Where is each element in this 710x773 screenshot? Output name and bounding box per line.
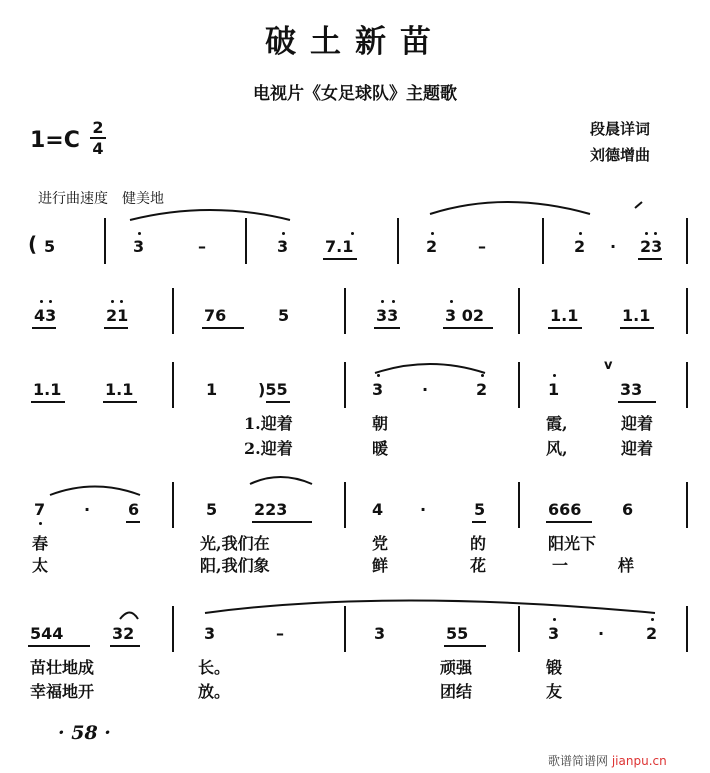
bar-line — [344, 288, 346, 334]
note: 6 — [128, 500, 140, 519]
underline — [110, 645, 140, 647]
octave-dot — [431, 232, 434, 235]
underline — [374, 327, 400, 329]
repeat-bracket: ( — [28, 232, 38, 256]
note: 5 — [44, 237, 56, 256]
note: 23 — [640, 237, 663, 256]
note: 32 — [112, 624, 135, 643]
lyric: 苗壮地成 — [30, 658, 95, 677]
note: 1.1 — [622, 306, 651, 325]
bar-line — [518, 606, 520, 652]
lyric: 长。 — [198, 658, 231, 677]
note: 55 — [446, 624, 469, 643]
lyric: 霞, — [546, 414, 568, 433]
note: 4 — [372, 500, 384, 519]
time-signature-top: 2 — [92, 118, 104, 137]
note: · — [420, 500, 427, 519]
slur — [120, 613, 138, 620]
bar-line — [344, 362, 346, 408]
note: 5 — [474, 500, 486, 519]
underline — [31, 401, 65, 403]
note: – — [276, 624, 284, 643]
lyric: 花 — [470, 556, 487, 575]
note: · — [422, 380, 429, 399]
note: 3 — [548, 624, 560, 643]
bar-line — [397, 218, 399, 264]
underline — [266, 401, 290, 403]
note: · — [598, 624, 605, 643]
note: 43 — [34, 306, 57, 325]
note: 6 — [622, 500, 634, 519]
lyric: 太 — [32, 556, 49, 575]
underline — [618, 401, 656, 403]
bar-line — [344, 606, 346, 652]
note: 1 — [548, 380, 560, 399]
lyric: 风, — [546, 439, 568, 458]
lyric: 迎着 — [621, 414, 654, 433]
underline — [202, 327, 244, 329]
octave-dot — [40, 300, 43, 303]
lyric: 阳,我们象 — [200, 556, 270, 575]
note: 3 — [374, 624, 386, 643]
note: 3 — [133, 237, 145, 256]
underline — [32, 327, 56, 329]
slur — [250, 477, 312, 484]
octave-dot — [351, 232, 354, 235]
slur — [130, 210, 290, 220]
octave-dot — [49, 300, 52, 303]
bar-line — [518, 362, 520, 408]
lyric: 友 — [546, 682, 563, 701]
octave-dot — [377, 374, 380, 377]
slur — [430, 202, 590, 214]
bar-line — [686, 288, 688, 334]
note: · — [610, 237, 617, 256]
note: · — [84, 500, 91, 519]
underline — [126, 521, 140, 523]
watermark-latin: jianpu.cn — [611, 754, 667, 768]
note: 76 — [204, 306, 227, 325]
bar-line — [172, 606, 174, 652]
lyric: 2.迎着 — [244, 439, 293, 458]
note: 33 — [376, 306, 399, 325]
lyric: 朝 — [372, 414, 389, 433]
watermark-cn: 歌谱简谱网 — [548, 754, 609, 768]
note: 5 — [206, 500, 218, 519]
octave-dot — [654, 232, 657, 235]
lyric: 春 — [32, 534, 49, 553]
octave-dot — [645, 232, 648, 235]
octave-dot-low — [39, 522, 42, 525]
lyric: 鲜 — [372, 556, 389, 575]
lyric: 阳光下 — [548, 534, 597, 553]
lyric: 顽强 — [440, 658, 473, 677]
time-signature-bottom: 4 — [92, 139, 104, 158]
bar-line — [245, 218, 247, 264]
octave-dot — [381, 300, 384, 303]
bar-line — [686, 482, 688, 528]
octave-dot — [450, 300, 453, 303]
lyric: 暖 — [372, 439, 389, 458]
octave-dot — [651, 618, 654, 621]
lyric: 党 — [372, 534, 389, 553]
note: 1.1 — [550, 306, 579, 325]
underline — [620, 327, 654, 329]
note: – — [478, 237, 486, 256]
note: 2 — [426, 237, 438, 256]
lyric: 锻 — [546, 658, 563, 677]
octave-dot — [111, 300, 114, 303]
bar-line — [172, 288, 174, 334]
note: 5 — [278, 306, 290, 325]
octave-dot — [120, 300, 123, 303]
octave-dot — [553, 618, 556, 621]
octave-dot — [553, 374, 556, 377]
note: 33 — [620, 380, 643, 399]
note: 1 — [206, 380, 218, 399]
breath-mark: v — [604, 358, 613, 373]
key-signature: 1=C — [30, 128, 80, 153]
note: 1.1 — [105, 380, 134, 399]
note: – — [198, 237, 206, 256]
bar-line — [686, 606, 688, 652]
bar-line — [344, 482, 346, 528]
underline — [252, 521, 312, 523]
bar-line — [686, 218, 688, 264]
underline — [443, 327, 493, 329]
slur — [50, 487, 140, 496]
slur — [375, 364, 485, 373]
lyric: 光,我们在 — [200, 534, 270, 553]
note: 2 — [476, 380, 488, 399]
octave-dot — [481, 374, 484, 377]
lyricist-credit: 段晨详词 — [590, 120, 651, 138]
note: 2 — [646, 624, 658, 643]
note: )55 — [258, 380, 288, 399]
underline — [103, 401, 137, 403]
note: 21 — [106, 306, 129, 325]
bar-line — [686, 362, 688, 408]
underline — [548, 327, 582, 329]
page-number: · 58 · — [58, 722, 111, 744]
bar-line — [104, 218, 106, 264]
bar-line — [172, 362, 174, 408]
lyric: 样 — [618, 556, 635, 575]
lyric: 的 — [470, 534, 487, 553]
song-subtitle: 电视片《女足球队》主题歌 — [253, 84, 457, 104]
underline — [546, 521, 592, 523]
note: 3 02 — [445, 306, 484, 325]
underline — [104, 327, 128, 329]
underline — [472, 521, 486, 523]
octave-dot — [579, 232, 582, 235]
note: 3 — [372, 380, 384, 399]
composer-credit: 刘德增曲 — [590, 146, 651, 164]
underline — [638, 258, 662, 260]
note: 3 — [277, 237, 289, 256]
underline — [323, 258, 357, 260]
note: 223 — [254, 500, 288, 519]
tempo-marking: 进行曲速度 健美地 — [38, 191, 164, 207]
lyric: 幸福地开 — [30, 682, 95, 701]
underline — [444, 645, 486, 647]
octave-dot — [392, 300, 395, 303]
lyric: 一 — [552, 556, 569, 575]
note: 666 — [548, 500, 582, 519]
bar-line — [542, 218, 544, 264]
song-title: 破土新苗 — [265, 24, 445, 60]
octave-dot — [138, 232, 141, 235]
watermark — [548, 752, 667, 769]
note: 7.1 — [325, 237, 354, 256]
note: 1.1 — [33, 380, 62, 399]
note: 2 — [574, 237, 586, 256]
bar-line — [172, 482, 174, 528]
lyric: 迎着 — [621, 439, 654, 458]
lyric: 团结 — [440, 682, 473, 701]
lyric: 放。 — [198, 682, 231, 701]
lyric: 1.迎着 — [244, 414, 293, 433]
slur — [205, 601, 655, 614]
octave-dot — [282, 232, 285, 235]
bar-line — [518, 482, 520, 528]
note: 544 — [30, 624, 64, 643]
note: 7 — [34, 500, 46, 519]
underline — [28, 645, 90, 647]
bar-line — [518, 288, 520, 334]
note: 3 — [204, 624, 216, 643]
accent-mark — [635, 202, 642, 208]
